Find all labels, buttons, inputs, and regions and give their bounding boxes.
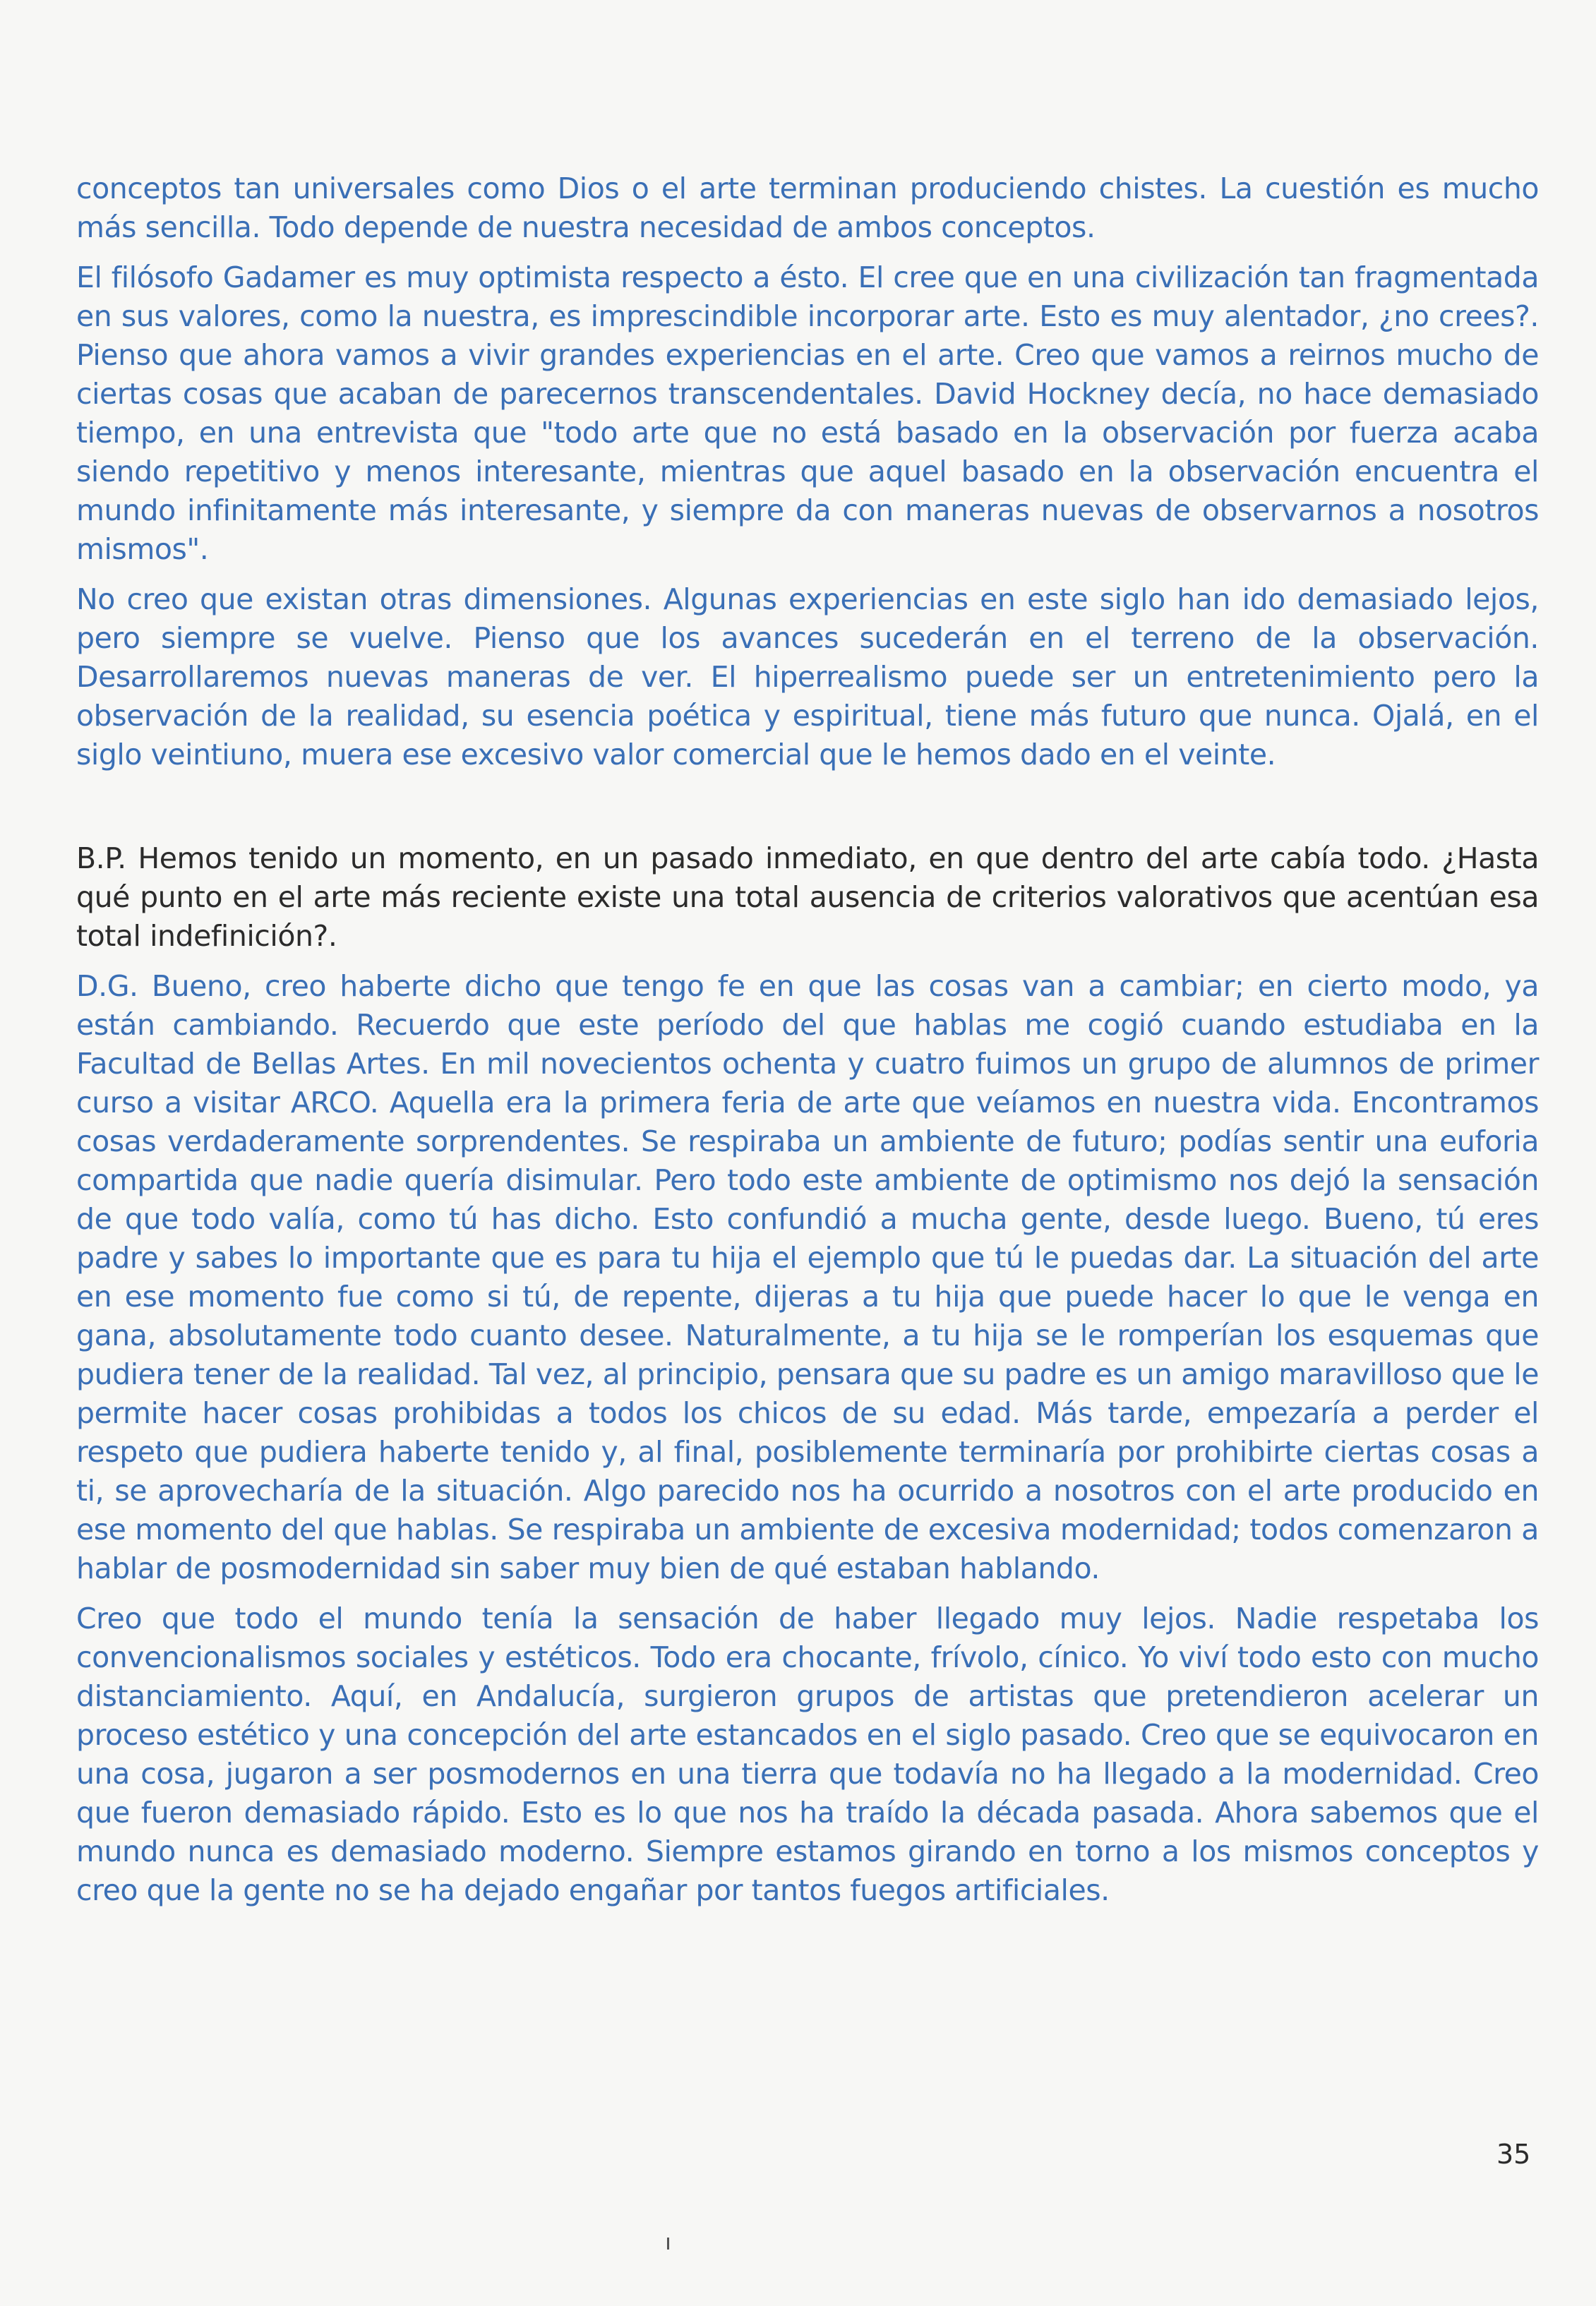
section-gap xyxy=(76,786,1539,839)
answer-paragraph-arco: D.G. Bueno, creo haberte dicho que tengo fe en que las cosas van a cambiar; en cierto modo, ya están cambiando. Recuerdo que este período del que hablas me cogió cuando estudiaba en la Facultad de Bellas Artes. En mil novecientos ochenta y cuatro fuimos un grupo de alumnos de primer curso a visitar ARCO. Aquella era la primera feria de arte que veíamos en nuestra vida. Encontramos cosas verdaderamente sorprendentes. Se respiraba un ambiente de futuro; podías sentir una euforia compartida que nadie quería disimular. Pero todo este ambiente de optimismo nos dejó la sensación de que todo valía, como tú has dicho. Esto confundió a mucha gente, desde luego. Bueno, tú eres padre y sabes lo importante que es para tu hija el ejemplo que tú le puedas dar. La situación del arte en ese momento fue como si tú, de repente, dijeras a tu hija que puede hacer lo que le venga en gana, absolutamente todo cuanto desee. Naturalmente, a tu hija se le romperían los esquemas que pudiera tener de la realidad. Tal vez, al principio, pensara que su padre es un amigo maravilloso que le permite hacer cosas prohibidas a todos los chicos de su edad. Más tarde, empezaría a perder el respeto que pudiera haberte tenido y, al final, posiblemente terminaría por prohibirte ciertas cosas a ti, se aprovecharía de la situación. Algo parecido nos ha ocurrido a nosotros con el arte producido en ese momento del que hablas. Se respiraba un ambiente de excesiva modernidad; todos comenzaron a hablar de posmodernidad sin saber muy bien de qué estaban hablando. xyxy=(76,969,1539,1585)
binding-mark xyxy=(667,2238,669,2250)
text-column xyxy=(76,169,1539,1921)
interviewer-question: B.P. Hemos tenido un momento, en un pasado inmediato, en que dentro del arte cabía todo. ¿Hasta qué punto en el arte más reciente existe una total ausencia de criterios valorativos que acentúan esa total indefinición?. xyxy=(76,841,1539,953)
answer-paragraph-andalucia: Creo que todo el mundo tenía la sensación de haber llegado muy lejos. Nadie respetaba los convencionalismos sociales y estéticos. Todo era chocante, frívolo, cínico. Yo viví todo esto con mucho distanciamiento. Aquí, en Andalucía, surgieron grupos de artistas que pretendieron acelerar un proceso estético y una concepción del arte estancados en el siglo pasado. Creo que se equivocaron en una cosa, jugaron a ser posmodernos en una tierra que todavía no ha llegado a la modernidad. Creo que fueron demasiado rápido. Esto es lo que nos ha traído la década pasada. Ahora sabemos que el mundo nunca es demasiado moderno. Siempre estamos girando en torno a los mismos conceptos y creo que la gente no se ha dejado engañar por tantos fuegos artificiales. xyxy=(76,1602,1539,1907)
paragraph-gadamer: El filósofo Gadamer es muy optimista respecto a ésto. El cree que en una civilización tan fragmentada en sus valores, como la nuestra, es imprescindible incorporar arte. Esto es muy alentador, ¿no crees?. Pienso que ahora vamos a vivir grandes experiencias en el arte. Creo que vamos a reirnos mucho de ciertas cosas que acaban de parecernos transcendentales. David Hockney decía, no hace demasiado tiempo, en una entrevista que "todo arte que no está basado en la observación por fuerza acaba siendo repetitivo y menos interesante, mientras que aquel basado en la observación encuentra el mundo infinitamente más interesante, y siempre da con maneras nuevas de observarnos a nosotros mismos". xyxy=(76,260,1539,566)
paragraph-dimensions: No creo que existan otras dimensiones. Algunas experiencias en este siglo han ido demasiado lejos, pero siempre se vuelve. Pienso que los avances sucederán en el terreno de la observación. Desarrollaremos nuevas maneras de ver. El hiperrealismo puede ser un entretenimiento pero la observación de la realidad, su esencia poética y espiritual, tiene más futuro que nunca. Ojalá, en el siglo veintiuno, muera ese excesivo valor comercial que le hemos dado en el veinte. xyxy=(76,582,1539,771)
paragraph-continuation: conceptos tan universales como Dios o el arte terminan produciendo chistes. La cuestión es mucho más sencilla. Todo depende de nuestra necesidad de ambos conceptos. xyxy=(76,172,1539,244)
page-number: 35 xyxy=(1496,2139,1531,2170)
